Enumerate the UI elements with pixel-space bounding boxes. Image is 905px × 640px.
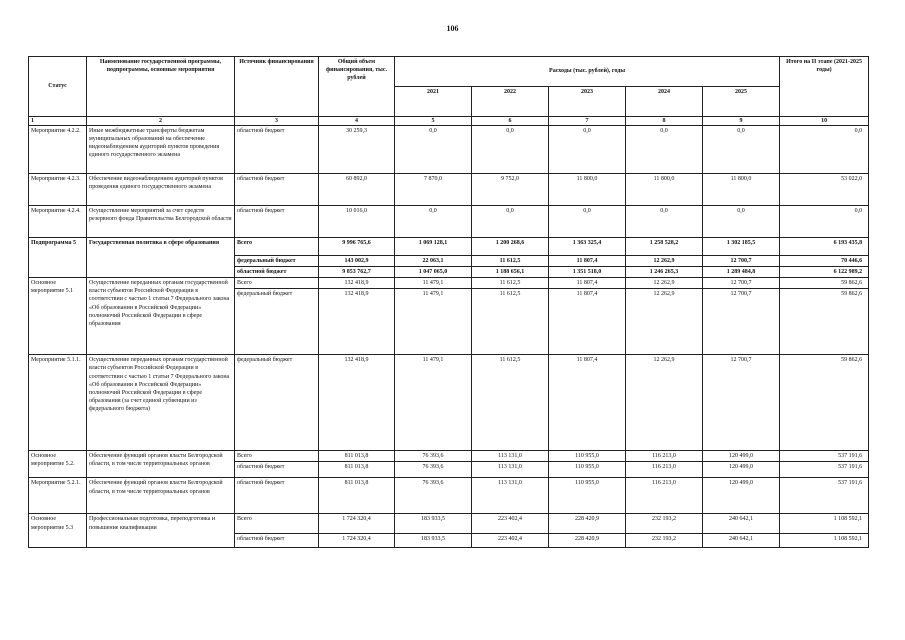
row-total: 132 418,9 [319,278,395,289]
row-value: 110 955,0 [549,478,626,514]
row-value: 12 262,9 [626,289,703,355]
row-name: Профессиональная подготовка, переподготовка и повышение квалификации [87,514,235,548]
row-stage-total: 59 862,6 [780,355,869,451]
table-row [29,126,869,174]
row-value: 232 193,2 [626,534,703,548]
row-name: Государственная политика в сфере образования [87,238,235,278]
row-stage-total: 537 191,6 [780,451,869,462]
table-row [29,238,869,256]
row-source: Всего [235,514,319,534]
row-value: 1 069 128,1 [395,238,472,256]
row-value: 110 955,0 [549,451,626,462]
header-source: Источник финансирования [235,57,319,117]
row-value: 11 807,4 [549,289,626,355]
budget-table [28,56,869,548]
row-value: 11 800,0 [626,174,703,206]
row-source: Всего [235,278,319,289]
row-value: 12 700,7 [703,278,780,289]
header-year: 2024 [626,87,703,117]
row-value: 116 213,0 [626,451,703,462]
row-value: 116 213,0 [626,478,703,514]
row-total: 143 002,9 [319,256,395,267]
table-row [29,451,869,462]
row-value: 1 047 065,0 [395,267,472,278]
header-year: 2023 [549,87,626,117]
row-source: Всего [235,451,319,462]
row-value: 0,0 [395,126,472,174]
row-name: Осуществление переданных органам государственной власти субъектов Российской Федерации в соответствии с частью 1 статьи 7 Федерального закона «Об образовании в Российской Федерации» полномочий Российской Федерации в сфере образования [87,278,235,355]
header-total: Общий объем финансирования, тыс. рублей [319,57,395,117]
row-status: Основное мероприятие 5.1 [29,278,87,355]
table-row [29,174,869,206]
header-name: Наименование государственной программы, подпрограммы, основные мероприятия [87,57,235,117]
row-value: 11 479,1 [395,355,472,451]
row-value: 11 479,1 [395,278,472,289]
row-source: областной бюджет [235,126,319,174]
row-total: 60 892,0 [319,174,395,206]
row-value: 22 063,1 [395,256,472,267]
row-status: Мероприятие 4.2.2. [29,126,87,174]
row-value: 11 479,1 [395,289,472,355]
row-value: 1 302 185,5 [703,238,780,256]
row-status: Основное мероприятие 5.2. [29,451,87,478]
row-total: 9 853 762,7 [319,267,395,278]
row-stage-total: 70 446,6 [780,256,869,267]
row-value: 113 131,0 [472,451,549,462]
row-value: 1 289 484,8 [703,267,780,278]
row-value: 76 393,6 [395,451,472,462]
row-value: 120 499,0 [703,478,780,514]
row-value: 12 700,7 [703,289,780,355]
row-name: Осуществление мероприятий за счет средств резервного фонда Правительства Белгородской области [87,206,235,238]
row-source: областной бюджет [235,478,319,514]
row-value: 11 807,4 [549,355,626,451]
table-row [29,514,869,534]
row-source: областной бюджет [235,267,319,278]
row-value: 11 612,5 [472,289,549,355]
column-index: 4 [319,117,395,126]
column-index: 8 [626,117,703,126]
row-total: 30 259,3 [319,126,395,174]
row-value: 232 193,2 [626,514,703,534]
row-name: Обеспечение функций органов власти Белгородской области, в том числе территориальных органов [87,451,235,478]
column-index: 1 [29,117,87,126]
table-row [29,478,869,514]
row-value: 11 807,4 [549,256,626,267]
row-name: Обеспечение видеонаблюдением аудиторий пунктов проведения единого государственного экзамена [87,174,235,206]
row-value: 76 393,6 [395,478,472,514]
row-value: 183 933,5 [395,514,472,534]
row-source: областной бюджет [235,534,319,548]
row-stage-total: 537 191,6 [780,478,869,514]
row-stage-total: 53 022,0 [780,174,869,206]
row-source: федеральный бюджет [235,289,319,355]
header-year: 2022 [472,87,549,117]
column-index: 7 [549,117,626,126]
page-number: 106 [446,24,459,33]
row-value: 12 700,7 [703,355,780,451]
row-value: 1 363 325,4 [549,238,626,256]
table-row [29,355,869,451]
header-year: 2021 [395,87,472,117]
row-value: 76 393,6 [395,462,472,478]
row-stage-total: 59 862,6 [780,289,869,355]
row-value: 11 612,5 [472,256,549,267]
header-expenses: Расходы (тыс. рублей), годы [395,57,780,87]
row-value: 11 612,5 [472,278,549,289]
column-index: 9 [703,117,780,126]
row-stage-total: 1 108 592,1 [780,514,869,534]
row-total: 811 013,8 [319,462,395,478]
row-value: 7 870,0 [395,174,472,206]
row-stage-total: 6 193 435,8 [780,238,869,256]
row-status: Мероприятие 4.2.3. [29,174,87,206]
row-value: 1 246 265,3 [626,267,703,278]
row-value: 120 499,0 [703,451,780,462]
row-stage-total: 537 191,6 [780,462,869,478]
row-value: 240 642,1 [703,514,780,534]
row-value: 11 800,0 [703,174,780,206]
column-index: 2 [87,117,235,126]
row-value: 228 420,9 [549,514,626,534]
row-total: 132 418,9 [319,355,395,451]
row-total: 9 996 765,6 [319,238,395,256]
row-value: 240 642,1 [703,534,780,548]
row-stage-total: 6 122 989,2 [780,267,869,278]
row-total: 811 013,8 [319,478,395,514]
row-status: Мероприятие 5.1.1. [29,355,87,451]
row-status: Основное мероприятие 5.3 [29,514,87,548]
row-value: 0,0 [626,206,703,238]
row-value: 11 800,0 [549,174,626,206]
row-value: 110 955,0 [549,462,626,478]
table-row [29,278,869,289]
row-value: 0,0 [626,126,703,174]
row-value: 0,0 [395,206,472,238]
row-value: 183 933,5 [395,534,472,548]
header-year: 2025 [703,87,780,117]
row-status: Мероприятие 4.2.4. [29,206,87,238]
row-value: 12 262,9 [626,355,703,451]
row-value: 0,0 [549,206,626,238]
row-value: 228 420,9 [549,534,626,548]
row-value: 0,0 [472,126,549,174]
row-value: 1 351 518,0 [549,267,626,278]
header-status: Статус [29,57,87,117]
row-source: областной бюджет [235,206,319,238]
row-total: 1 724 320,4 [319,534,395,548]
row-name: Иные межбюджетные трансферты бюджетам муниципальных образований на обеспечение видеонаблюдением аудиторий пунктов проведения единого государственного экзамена [87,126,235,174]
row-value: 1 258 528,2 [626,238,703,256]
row-total: 10 016,0 [319,206,395,238]
column-index: 3 [235,117,319,126]
row-stage-total: 0,0 [780,126,869,174]
row-value: 11 807,4 [549,278,626,289]
row-stage-total: 59 862,6 [780,278,869,289]
row-status: Мероприятие 5.2.1. [29,478,87,514]
row-name: Обеспечение функций органов власти Белгородской области, в том числе территориальных органов [87,478,235,514]
row-value: 9 752,0 [472,174,549,206]
row-value: 113 131,0 [472,462,549,478]
row-status: Подпрограмма 5 [29,238,87,278]
row-source: областной бюджет [235,174,319,206]
row-total: 811 013,8 [319,451,395,462]
row-stage-total: 0,0 [780,206,869,238]
row-value: 12 700,7 [703,256,780,267]
row-value: 0,0 [472,206,549,238]
row-value: 120 499,0 [703,462,780,478]
row-value: 11 612,5 [472,355,549,451]
column-index-row [29,117,869,126]
column-index: 6 [472,117,549,126]
row-value: 0,0 [703,206,780,238]
row-source: Всего [235,238,319,256]
row-value: 223 402,4 [472,514,549,534]
table-row [29,206,869,238]
row-total: 132 418,9 [319,289,395,355]
row-value: 12 262,9 [626,278,703,289]
row-value: 113 131,0 [472,478,549,514]
row-source: федеральный бюджет [235,355,319,451]
row-value: 116 213,0 [626,462,703,478]
column-index: 5 [395,117,472,126]
row-value: 0,0 [549,126,626,174]
row-value: 223 402,4 [472,534,549,548]
row-name: Осуществление переданных органам государственной власти субъектов Российской Федерации в соответствии с частью 1 статьи 7 Федерального закона «Об образовании в Российской Федерации» полномочий Российской Федерации в сфере образования (за счет единой субвенции из федерального бюджета) [87,355,235,451]
row-total: 1 724 320,4 [319,514,395,534]
row-source: федеральный бюджет [235,256,319,267]
row-source: областной бюджет [235,462,319,478]
row-value: 12 262,9 [626,256,703,267]
row-stage-total: 1 108 592,1 [780,534,869,548]
header-stage-total: Итого на II этапе (2021-2025 годы) [780,57,869,117]
row-value: 0,0 [703,126,780,174]
row-value: 1 188 656,1 [472,267,549,278]
row-value: 1 200 268,6 [472,238,549,256]
column-index: 10 [780,117,869,126]
